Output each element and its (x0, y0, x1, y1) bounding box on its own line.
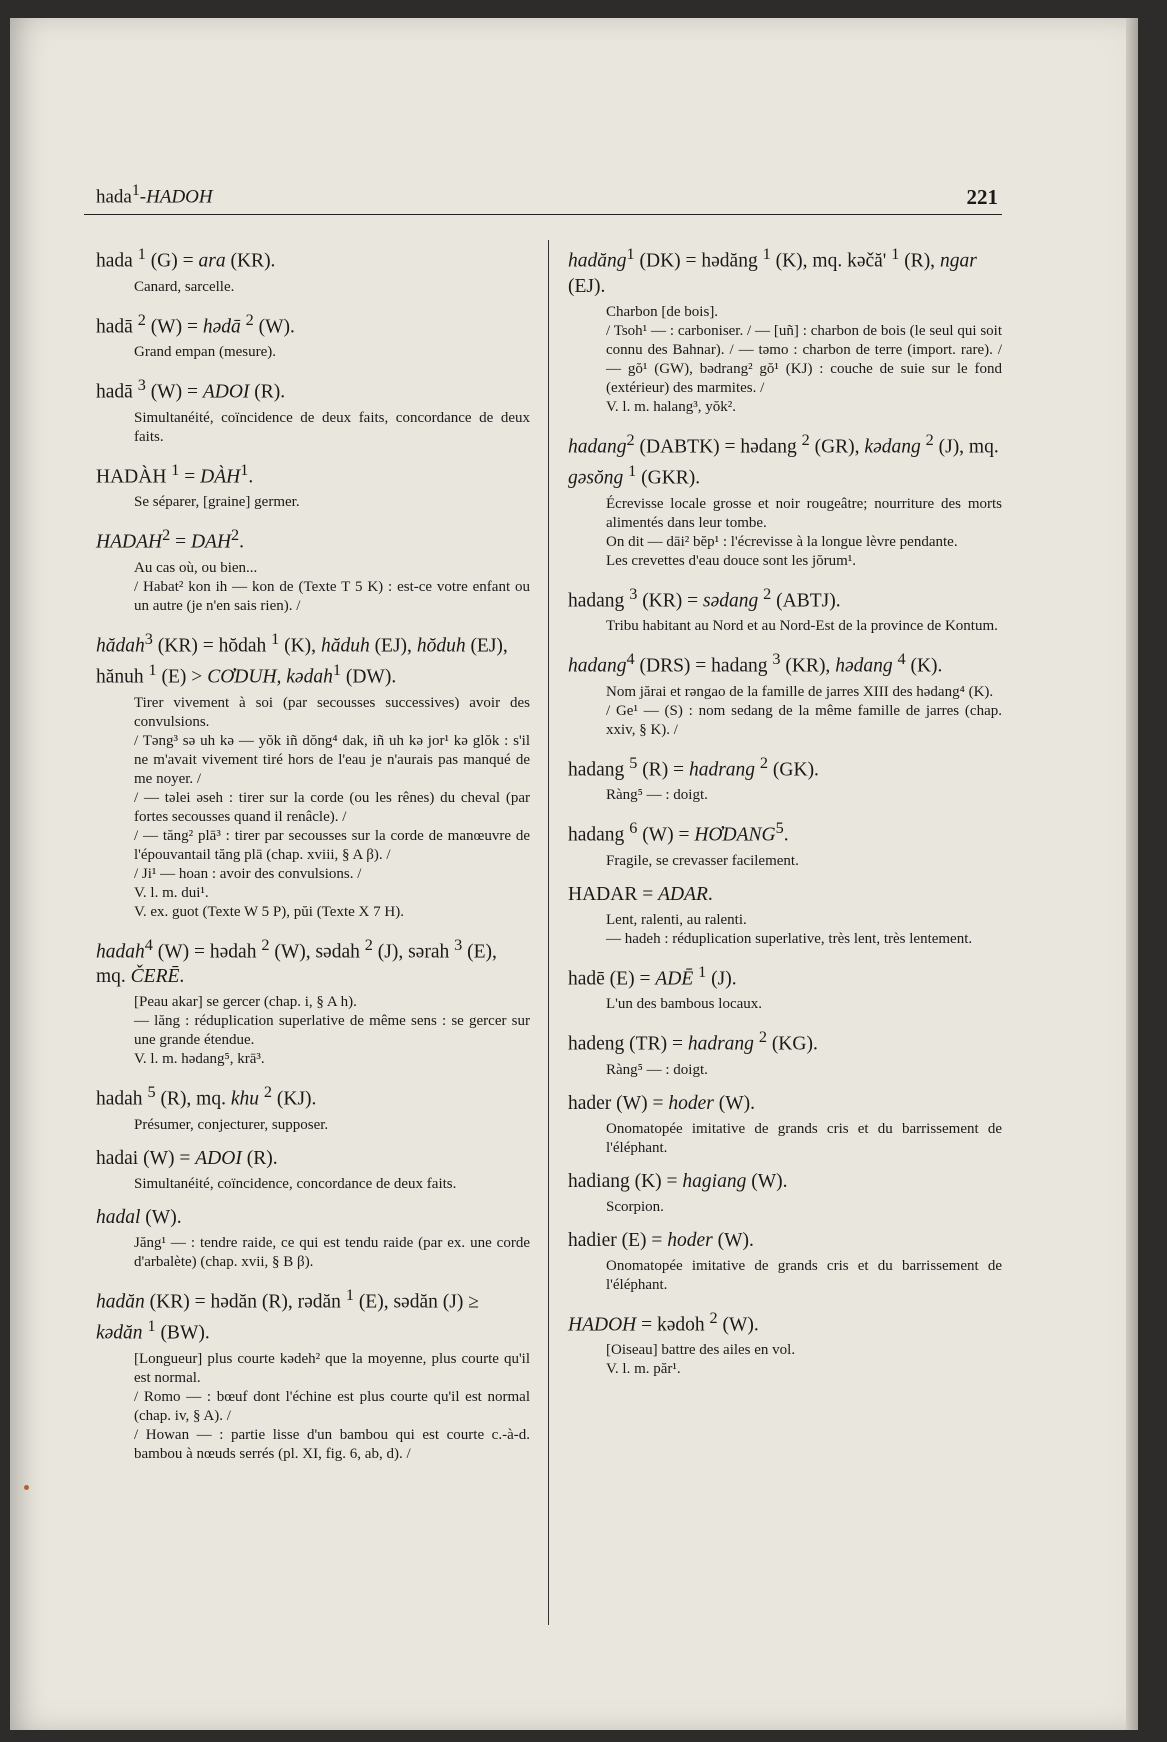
headword-part: (DABTK) = hədang (634, 436, 802, 457)
headword-part: (W), sədah (269, 941, 365, 962)
headword-part: (J). (706, 968, 737, 989)
headword-part: 3 (454, 935, 463, 954)
column-divider (548, 240, 549, 1625)
headword-part: hada (96, 250, 138, 272)
entry-definition (606, 995, 1002, 1014)
dictionary-entry (96, 1080, 530, 1135)
definition-line: / Tsoh¹ — : carboniser. / — [uñ] : charbon de bois (le seul qui soit connu des Bahnar). / — təmo : charbon de terre (import. rare). / — gŏ¹ (GW), bədrang² gŏ¹ (KJ) : couche de suie sur le fond (extérieur) des marmites. / (606, 322, 1002, 396)
headword-part: . (248, 466, 254, 487)
headword-part: (K), (279, 635, 321, 656)
headword-part: hadā (96, 316, 138, 337)
headword-part: (R). (241, 1147, 278, 1169)
headword-part: 1 (345, 1285, 354, 1304)
dictionary-entry (568, 882, 1002, 949)
headword-part: . (239, 531, 245, 553)
page-number: 221 (966, 185, 998, 209)
headword-part: (R) = (637, 759, 689, 780)
definition-line: Les crevettes d'eau douce sont les jŏrum¹. (606, 552, 857, 569)
dictionary-entry (568, 428, 1002, 571)
entry-definition (606, 683, 1002, 740)
headword-part: (K), mq. kəčă' (770, 250, 892, 272)
entry-definition (606, 1061, 1002, 1080)
dictionary-entry (96, 242, 530, 297)
headword-part: 2 (261, 935, 270, 954)
dictionary-entry (96, 458, 530, 513)
entry-headword (568, 1025, 1002, 1057)
headword-part: (W) = (637, 824, 695, 846)
entry-headword (96, 373, 530, 405)
headword-part: hadah (96, 941, 145, 962)
definition-line: Tirer vivement à soi (par secousses successives) avoir des convulsions. (134, 694, 530, 730)
headword-part: 1 (628, 462, 637, 480)
headword-part: . (783, 824, 789, 846)
headword-part: hadē (E) = (568, 968, 656, 989)
entry-definition (134, 1350, 530, 1464)
headword-part: 1 (762, 245, 771, 263)
definition-line: L'un des bambous locaux. (606, 996, 763, 1012)
headword-part: (GKR). (636, 467, 701, 489)
margin-mark (24, 1485, 29, 1490)
headword-part: hadrang (688, 759, 756, 780)
headword-part: 6 (629, 819, 638, 837)
entry-headword (96, 933, 530, 990)
entry-definition (134, 1234, 530, 1272)
definition-line: / Ge¹ — (S) : nom sedang de la même famille de jarres (chap. xxiv, § K). / (606, 702, 1002, 738)
entry-headword (568, 1228, 1002, 1253)
dictionary-entry (96, 1283, 530, 1464)
headword-part: hadiang (K) = (568, 1170, 683, 1192)
headword-part: (W). (140, 1206, 182, 1228)
dictionary-entry (568, 647, 1002, 740)
headword-part: DÀH (200, 466, 241, 487)
headword-part: 5 (629, 753, 638, 772)
headword-part: ADOI (195, 1147, 242, 1169)
entry-definition (134, 1116, 530, 1135)
entry-definition (606, 303, 1002, 417)
definition-line: / Təng³ sə uh kə — yŏk iñ dŏng⁴ dak, iñ uh kə jor¹ kə glŏk : s'il ne m'avait vivement tiré hors de l'eau je n'aurais pas manqué de me noyer. / (134, 732, 530, 787)
headword-part: (R), mq. (155, 1088, 231, 1110)
entry-definition (606, 1120, 1002, 1158)
entry-definition (134, 278, 530, 297)
headword-part: hadal (96, 1206, 141, 1228)
headword-part: ngar (939, 250, 977, 272)
entry-definition (606, 1198, 1002, 1217)
headword-part: 2 (801, 430, 810, 449)
dictionary-entry (568, 751, 1002, 806)
definition-line: Jăng¹ — : tendre raide, ce qui est tendu raide (par ex. une corde d'arbalète) (chap. xvii, § B β). (134, 1234, 530, 1270)
headword-part: 2 (763, 584, 772, 603)
entry-headword (568, 960, 1002, 992)
dictionary-entry (568, 960, 1002, 1015)
dictionary-entry (568, 816, 1002, 871)
headword-part: = kədoh (636, 1314, 710, 1335)
definition-line: / Howan — : partie lisse d'un bambou qui est courte c.-à-d. bambou à nœuds serrés (pl. XI, fig. 6, ab, d). / (134, 1426, 530, 1462)
entry-headword (568, 1091, 1002, 1116)
definition-line: Tribu habitant au Nord et au Nord-Est de la province de Kontum. (606, 618, 998, 634)
headword-part: ADOI (202, 381, 250, 403)
headword-part: 1 (147, 1317, 156, 1335)
headword-part: (DW). (340, 666, 397, 688)
headword-part: (W). (717, 1314, 759, 1335)
entry-headword (568, 582, 1002, 614)
dictionary-entry (568, 1091, 1002, 1158)
definition-line: Au cas où, ou bien... (134, 559, 258, 576)
page-edge (1126, 18, 1138, 1730)
headword-part: 1 (626, 245, 635, 263)
entry-definition (606, 617, 1002, 636)
headword-part: (R), (899, 250, 940, 272)
headword-part: 1 (271, 629, 280, 648)
definition-line: — lăng : réduplication superlative de même sens : se gercer sur une grande étendue. (134, 1013, 530, 1048)
dictionary-entry (568, 1228, 1002, 1295)
headword-part: (EJ), hănuh (96, 635, 508, 688)
definition-line: V. l. m. hədang⁵, krā³. (134, 1051, 265, 1067)
definition-line: Scorpion. (606, 1198, 664, 1215)
headword-part: 2 (626, 430, 635, 449)
definition-line: [Peau akar] se gercer (chap. i, § A h). (134, 994, 357, 1010)
headword-part: (W). (713, 1092, 755, 1114)
headword-part: (J), mq. (933, 436, 999, 457)
headword-part: (K). (905, 655, 943, 677)
headword-part: (ABTJ). (771, 590, 841, 611)
headword-part: 2 (925, 430, 934, 449)
headword-part: 3 (137, 376, 146, 394)
headword-part: kədang (864, 436, 921, 457)
running-head-rest: -HADOH (139, 186, 213, 207)
headword-part: CƠDUH, kədah (207, 666, 333, 688)
entry-definition (606, 852, 1002, 871)
headword-part: 4 (626, 650, 635, 668)
headword-part: hədang (835, 655, 893, 677)
headword-part: hagiang (682, 1170, 747, 1192)
headword-part: (KJ). (272, 1088, 317, 1110)
headword-part: 2 (245, 310, 254, 329)
headword-part: hădah (96, 635, 145, 656)
headword-part: (W). (712, 1229, 754, 1251)
headword-part: 2 (709, 1308, 718, 1327)
headword-part: hăduh (320, 635, 370, 656)
dictionary-entry (96, 933, 530, 1070)
headword-part: hadang (568, 590, 630, 611)
headword-part: HADAR = (568, 883, 659, 905)
definition-line: Charbon [de bois]. (606, 303, 719, 320)
definition-line: Écrevisse locale grosse et noir rougeâtre; nourriture des morts alimentés dans leur tombe. (606, 495, 1002, 531)
entry-headword (568, 882, 1002, 907)
headword-part: (EJ), (369, 635, 417, 656)
headword-part: gəsŏng (568, 467, 624, 489)
dictionary-entry (96, 627, 530, 922)
headword-part: ADAR (658, 883, 708, 905)
definition-line: Présumer, conjecturer, supposer. (134, 1116, 329, 1133)
headword-part: (R). (249, 381, 286, 403)
headword-part: DAH (190, 531, 232, 553)
definition-line: [Longueur] plus courte kədeh² que la moyenne, plus courte qu'il est normal. (134, 1350, 530, 1386)
headword-part: hədā (202, 316, 241, 337)
headword-part: 2 (758, 1028, 767, 1046)
headword-part: 4 (897, 650, 906, 668)
headword-part: (W). (746, 1170, 788, 1192)
headword-part: hoder (667, 1229, 713, 1251)
headword-part: 4 (144, 935, 153, 954)
entry-headword (568, 1169, 1002, 1194)
definition-line: Ràng⁵ — : doigt. (606, 1061, 708, 1078)
entry-definition (606, 1257, 1002, 1295)
headword-part: hadier (E) = (568, 1229, 668, 1251)
headword-part: khu (230, 1088, 260, 1110)
definition-line: Se séparer, [graine] germer. (134, 494, 300, 510)
dictionary-entry (96, 308, 530, 363)
headword-part: 1 (332, 661, 341, 679)
headword-part: (GK). (768, 759, 819, 780)
entry-definition (606, 911, 1002, 949)
headword-part: hadang (568, 655, 627, 677)
entry-definition (134, 343, 530, 362)
entry-headword (568, 751, 1002, 783)
definition-line: Onomatopée imitative de grands cris et du barrissement de l'éléphant. (606, 1120, 1002, 1156)
dictionary-entry (96, 523, 530, 616)
headword-part: (KG). (766, 1033, 818, 1055)
entry-headword (568, 428, 1002, 491)
dictionary-entry (568, 1025, 1002, 1080)
dictionary-entry (96, 1146, 530, 1194)
headword-part: (J), sərah (372, 941, 455, 962)
entry-definition (134, 1175, 530, 1194)
definition-line: / — təlei əseh : tirer sur la corde (ou les rênes) du cheval (par fortes secousses quand il renâcle). / (134, 789, 530, 825)
definition-line: / Habat² kon ih — kon de (Texte T 5 K) : est-ce votre enfant ou un autre (je n'en sais rien). / (134, 578, 530, 614)
headword-part: HADÀH (96, 466, 172, 487)
headword-part: 1 (171, 460, 180, 479)
headword-part: hadah (96, 1088, 148, 1110)
headword-part: (W). (253, 316, 295, 337)
entry-headword (96, 627, 530, 690)
dictionary-entry (96, 1205, 530, 1272)
definition-line: Lent, ralenti, au ralenti. (606, 911, 747, 928)
definition-line: On dit — dāi² bĕp¹ : l'écrevisse à la longue lèvre pendante. (606, 533, 958, 550)
headword-part: (G) = (145, 250, 199, 272)
entry-headword (96, 1283, 530, 1346)
headword-part: 2 (231, 526, 240, 544)
headword-part: 3 (772, 650, 781, 668)
headword-part: HADOH (568, 1314, 637, 1335)
headword-part: 1 (240, 460, 249, 479)
entry-headword (96, 1080, 530, 1112)
headword-part: hadang (568, 759, 630, 780)
headword-part: (W) = (145, 316, 203, 337)
headword-part: 1 (137, 245, 146, 263)
entry-headword (568, 242, 1002, 299)
headword-part: kədăn (96, 1322, 143, 1344)
definition-line: Onomatopée imitative de grands cris et du barrissement de l'éléphant. (606, 1257, 1002, 1293)
definition-line: / Ji¹ — hoan : avoir des convulsions. / (134, 865, 362, 882)
headword-part: (E) > (156, 666, 208, 688)
definition-line: Simultanéité, coïncidence, concordance de deux faits. (134, 1175, 457, 1192)
headword-part: 2 (263, 1083, 273, 1101)
headword-part: hadang (568, 824, 630, 846)
definition-line: / Romo — : bœuf dont l'échine est plus courte qu'il est normal (chap. iv, § A). / (134, 1388, 530, 1424)
headword-part: . (707, 883, 713, 905)
entry-headword (96, 1205, 530, 1230)
definition-line: V. l. m. dui¹. (134, 884, 209, 901)
dictionary-entry (568, 582, 1002, 637)
headword-part: 1 (148, 661, 157, 679)
headword-part: (EJ). (568, 275, 606, 297)
headword-part: 2 (759, 753, 769, 772)
headword-part: 2 (137, 310, 146, 329)
entry-headword (96, 1146, 530, 1171)
entry-headword (96, 523, 530, 555)
entry-definition (606, 495, 1002, 571)
headword-part: HƠDANG (694, 824, 776, 846)
headword-part: (DK) = hədăng (634, 250, 763, 272)
headword-part: . (179, 966, 185, 987)
definition-line: V. l. m. păr¹. (606, 1361, 681, 1377)
headword-part: hoder (668, 1092, 714, 1114)
headword-part: hadā (96, 381, 138, 403)
headword-part: 2 (364, 935, 373, 954)
headword-part: hadang (568, 436, 627, 457)
headword-part: (KR) = hədăn (R), rədăn (144, 1291, 346, 1312)
headword-part: (W) = hədah (152, 941, 262, 962)
book-page (10, 18, 1138, 1730)
definition-line: Ràng⁵ — : doigt. (606, 787, 708, 803)
entry-headword (96, 308, 530, 340)
entry-definition (134, 559, 530, 616)
headword-part: hader (W) = (568, 1092, 669, 1114)
entry-headword (96, 242, 530, 274)
entry-definition (134, 493, 530, 512)
headword-part: (E), mq. (96, 941, 497, 987)
headword-part: 1 (698, 962, 707, 981)
dictionary-entry (568, 1169, 1002, 1217)
headword-part: ara (198, 250, 226, 272)
dictionary-entry (568, 242, 1002, 417)
headword-part: 5 (775, 819, 784, 837)
headword-part: (KR). (225, 250, 276, 272)
entry-headword (96, 458, 530, 490)
entry-headword (568, 816, 1002, 848)
headword-part: hŏduh (416, 635, 466, 656)
definition-line: Canard, sarcelle. (134, 278, 235, 295)
headword-part: hadăn (96, 1291, 145, 1312)
definition-line: Nom jărai et rəngao de la famille de jarres XIII des hədang⁴ (K). (606, 683, 994, 700)
right-column (568, 242, 1002, 1390)
definition-line: [Oiseau] battre des ailes en vol. (606, 1342, 796, 1358)
headword-part: ADĒ (655, 968, 694, 989)
definition-line: Simultanéité, coïncidence de deux faits, concordance de deux faits. (134, 409, 530, 445)
headword-part: = (179, 466, 201, 487)
definition-line: V. l. m. halang³, yŏk². (606, 398, 736, 415)
entry-headword (568, 1306, 1002, 1338)
headword-part: (BW). (155, 1322, 210, 1344)
headword-part: ČERĒ (130, 966, 180, 987)
page-header (84, 174, 1002, 215)
headword-part: (KR) = hŏdah (152, 635, 272, 656)
headword-part: (KR) = (637, 590, 704, 611)
headword-part: (KR), (780, 655, 836, 677)
headword-part: 3 (629, 584, 638, 603)
running-head (96, 182, 213, 208)
running-head-word: hada (96, 186, 132, 207)
entry-definition (134, 694, 530, 922)
entry-definition (606, 786, 1002, 805)
definition-line: / — tăng² plā³ : tirer par secousses sur la corde de manœuvre de l'épouvantail tăng plā (chap. xviii, § A β). / (134, 827, 530, 863)
headword-part: sədang (703, 590, 759, 611)
entry-definition (606, 1341, 1002, 1379)
headword-part: (W) = (145, 381, 203, 403)
left-column (96, 242, 530, 1475)
headword-part: = (170, 531, 191, 553)
dictionary-entry (96, 373, 530, 447)
headword-part: 1 (891, 245, 900, 263)
dictionary-entry (568, 1306, 1002, 1380)
headword-part: (DRS) = hadang (634, 655, 773, 677)
running-head-superscript: 1 (131, 181, 140, 199)
definition-line: V. ex. guot (Texte W 5 P), pŭi (Texte X 7 H). (134, 903, 404, 920)
definition-line: — hadeh : réduplication superlative, très lent, très lentement. (606, 930, 973, 947)
entry-definition (134, 993, 530, 1069)
definition-line: Grand empan (mesure). (134, 344, 277, 360)
headword-part: (GR), (809, 436, 865, 457)
entry-definition (134, 409, 530, 447)
headword-part: hadeng (TR) = (568, 1033, 688, 1055)
headword-part: 3 (144, 629, 153, 648)
headword-part: 5 (147, 1083, 156, 1101)
headword-part: hadai (W) = (96, 1147, 196, 1169)
headword-part: hadăng (568, 250, 627, 272)
headword-part: HADAH (96, 531, 163, 553)
definition-line: Fragile, se crevasser facilement. (606, 852, 799, 869)
entry-headword (568, 647, 1002, 679)
headword-part: (E), sədăn (J) ≥ (353, 1291, 479, 1312)
headword-part: 2 (162, 526, 171, 544)
headword-part: hadrang (687, 1033, 754, 1055)
